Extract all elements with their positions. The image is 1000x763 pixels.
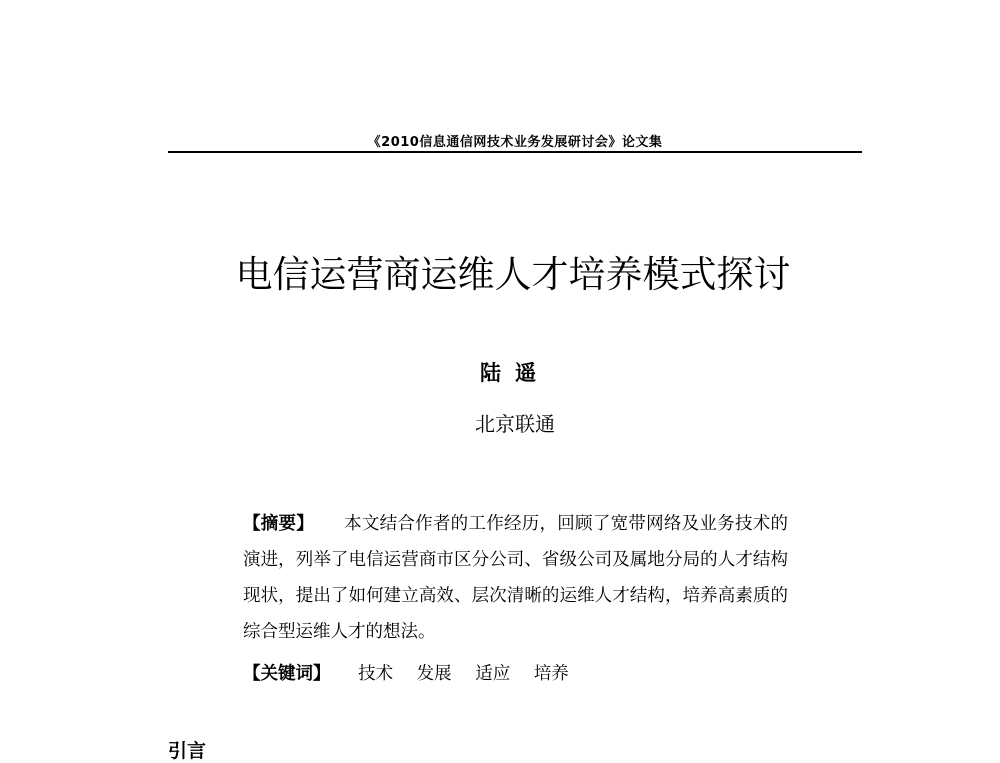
running-header: 《2010信息通信网技术业务发展研讨会》论文集 <box>367 135 663 150</box>
keywords <box>243 660 587 685</box>
keyword: 适应 <box>475 664 511 684</box>
author-name: 陆遥 <box>480 360 550 385</box>
affiliation: 北京联通 <box>475 412 555 436</box>
keyword: 发展 <box>416 664 452 684</box>
header-rule <box>168 151 862 153</box>
keywords-label: 【关键词】 <box>243 664 331 684</box>
abstract-label: 【摘要】 <box>243 514 315 534</box>
section-heading: 引言 <box>168 740 207 762</box>
abstract <box>243 506 788 650</box>
keyword: 培养 <box>533 664 569 684</box>
abstract-text: 本文结合作者的工作经历，回顾了宽带网络及业务技术的演进，列举了电信运营商市区分公司、省级公司及属地分局的人才结构现状，提出了如何建立高效、层次清晰的运维人才结构，培养高素质的综合型运维人才的想法。 <box>243 514 789 642</box>
paper-title: 电信运营商运维人才培养模式探讨 <box>235 253 791 296</box>
keyword: 技术 <box>358 664 394 684</box>
